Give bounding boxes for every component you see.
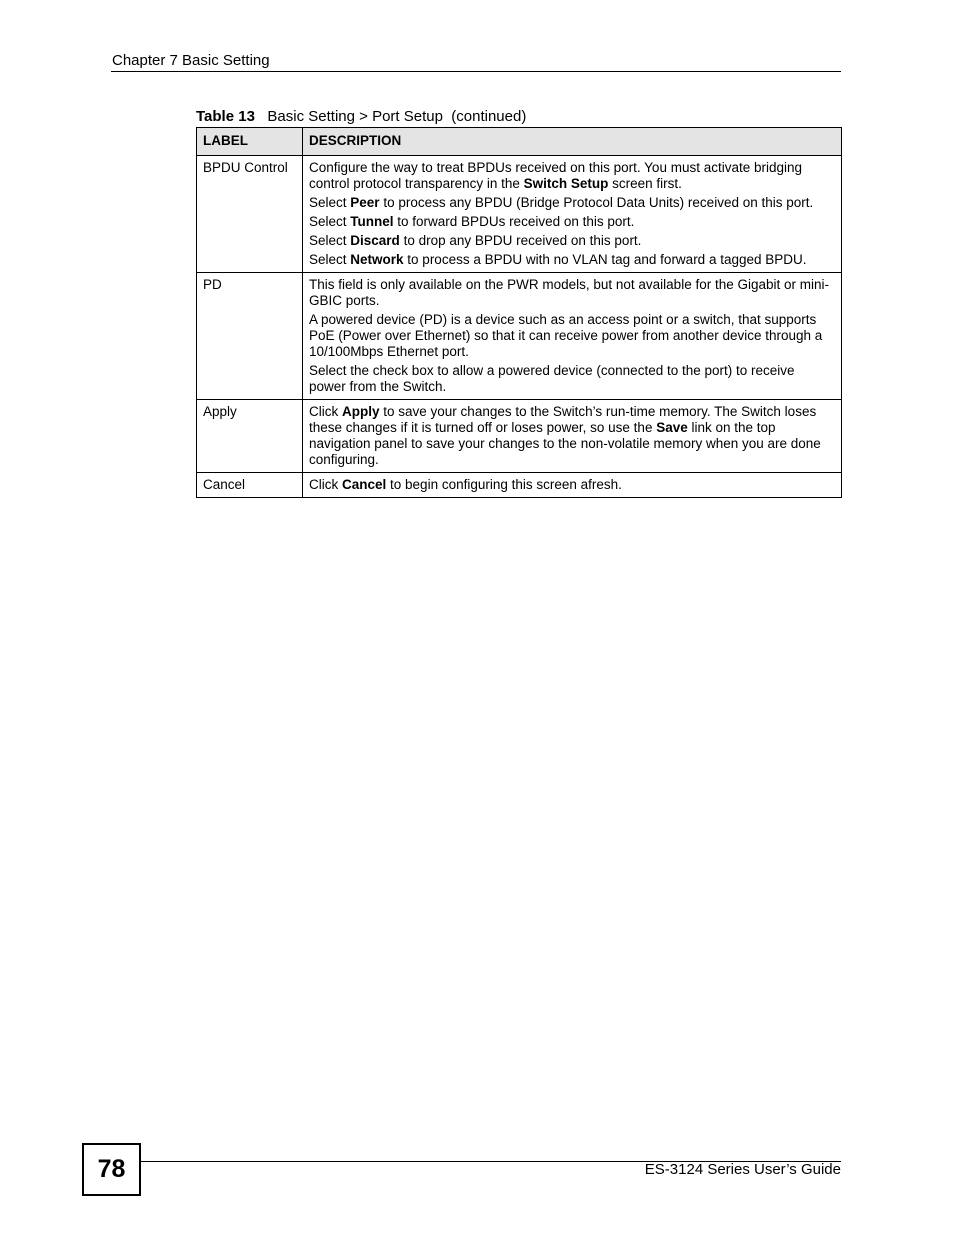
- ui-term: Peer: [350, 195, 380, 210]
- page-number: 78: [82, 1143, 141, 1196]
- description-text: to save your changes to the Switch’s run-time memory. The Switch loses these changes if it is turned off or loses power, so use the: [309, 404, 817, 435]
- description-text: screen first.: [608, 176, 682, 191]
- description-paragraph: [309, 233, 835, 249]
- row-description: [303, 156, 842, 273]
- ui-term: Switch Setup: [523, 176, 609, 191]
- description-paragraph: [309, 404, 835, 468]
- table-header-row: [197, 128, 842, 156]
- description-text: This field is only available on the PWR models, but not available for the Gigabit or mini-GBIC ports.: [309, 277, 830, 308]
- ui-term: Discard: [350, 233, 400, 248]
- port-setup-table: [196, 127, 842, 498]
- header-divider: [111, 71, 841, 72]
- guide-title: ES-3124 Series User’s Guide: [644, 1161, 841, 1178]
- description-paragraph: [309, 195, 835, 211]
- ui-term: Network: [350, 252, 404, 267]
- row-label: Apply: [197, 400, 303, 473]
- description-text: A powered device (PD) is a device such as an access point or a switch, that supports PoE (Power over Ethernet) so that it can receive power from another device through a 10/100Mbps Ethernet port.: [309, 312, 823, 359]
- description-paragraph: [309, 363, 835, 395]
- description-paragraph: [309, 312, 835, 360]
- description-text: Click: [309, 477, 342, 492]
- description-text: Select the check box to allow a powered device (connected to the port) to receive power from the Switch.: [309, 363, 795, 394]
- table-caption-text: Basic Setting > Port Setup (continued): [254, 108, 527, 125]
- table-row: [197, 473, 842, 498]
- table-caption: [196, 108, 526, 125]
- column-header-label: LABEL: [197, 128, 303, 156]
- description-paragraph: [309, 214, 835, 230]
- description-text: Configure the way to treat BPDUs received on this port. You must activate bridging control protocol transparency in the: [309, 160, 803, 191]
- description-text: Select: [309, 233, 351, 248]
- ui-term: Apply: [342, 404, 380, 419]
- description-paragraph: [309, 277, 835, 309]
- ui-term: Cancel: [342, 477, 387, 492]
- description-text: to process a BPDU with no VLAN tag and forward a tagged BPDU.: [403, 252, 807, 267]
- row-label: Cancel: [197, 473, 303, 498]
- description-paragraph: [309, 477, 835, 493]
- description-text: link on the top navigation panel to save your changes to the non-volatile memory when you are done configuring.: [309, 420, 821, 467]
- description-text: to process any BPDU (Bridge Protocol Data Units) received on this port.: [379, 195, 814, 210]
- row-label: PD: [197, 273, 303, 400]
- description-paragraph: [309, 160, 835, 192]
- table-caption-label: Table 13: [196, 108, 255, 125]
- table-row: [197, 400, 842, 473]
- table-row: [197, 273, 842, 400]
- description-text: Select: [309, 252, 351, 267]
- row-description: [303, 400, 842, 473]
- column-header-description: DESCRIPTION: [303, 128, 842, 156]
- row-description: [303, 473, 842, 498]
- chapter-header: Chapter 7 Basic Setting: [112, 52, 270, 69]
- table-row: [197, 156, 842, 273]
- description-text: Select: [309, 195, 351, 210]
- ui-term: Tunnel: [350, 214, 394, 229]
- row-label: BPDU Control: [197, 156, 303, 273]
- description-paragraph: [309, 252, 835, 268]
- description-text: to begin configuring this screen afresh.: [386, 477, 622, 492]
- description-text: to forward BPDUs received on this port.: [393, 214, 635, 229]
- description-text: Click: [309, 404, 342, 419]
- row-description: [303, 273, 842, 400]
- ui-term: Save: [656, 420, 688, 435]
- description-text: to drop any BPDU received on this port.: [399, 233, 642, 248]
- description-text: Select: [309, 214, 351, 229]
